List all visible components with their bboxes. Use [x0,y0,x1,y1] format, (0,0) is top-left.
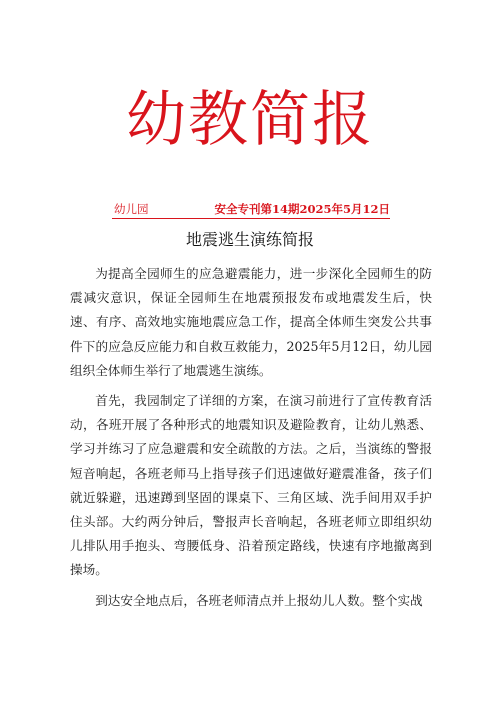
kindergarten-label: 幼儿园 [114,202,149,216]
issue-info-line [112,201,390,219]
issue-number-date: 安全专刊第14期2025年5月12日 [214,202,390,216]
article-title: 地震逃生演练简报 [185,230,314,249]
article-body [70,262,432,619]
article-paragraph: 首先，我园制定了详细的方案，在演习前进行了宣传教育活动，各班开展了各种形式的地震知识及避险教育，让幼儿熟悉、学习并练习了应急避震和安全疏散的方法。之后，当演练的警报短音响起，各班老师马上指导孩子们迅速做好避震准备，孩子们就近躲避，迅速蹲到坚固的课桌下、三角区域、洗手间用双手护住头部。大约两分钟后，警报声长音响起，各班老师立即组织幼儿排队用手抱头、弯腰低身、沿着预定路线，快速有序地撤离到操场。 [70,393,432,578]
newsletter-masthead: 幼教简报 [126,85,374,155]
article-paragraph: 到达安全地点后，各班老师清点并上报幼儿人数。整个实战 [95,592,423,608]
article-paragraph: 为提高全园师生的应急避震能力，进一步深化全园师生的防震减灾意识，保证全园师生在地震预报发布或地震发生后，快速、有序、高效地实施地震应急工作，提高全体师生突发公共事件下的应急反应能力和自救互救能力，2025年5月12日，幼儿园组织全体师生举行了地震逃生演练。 [70,266,432,378]
